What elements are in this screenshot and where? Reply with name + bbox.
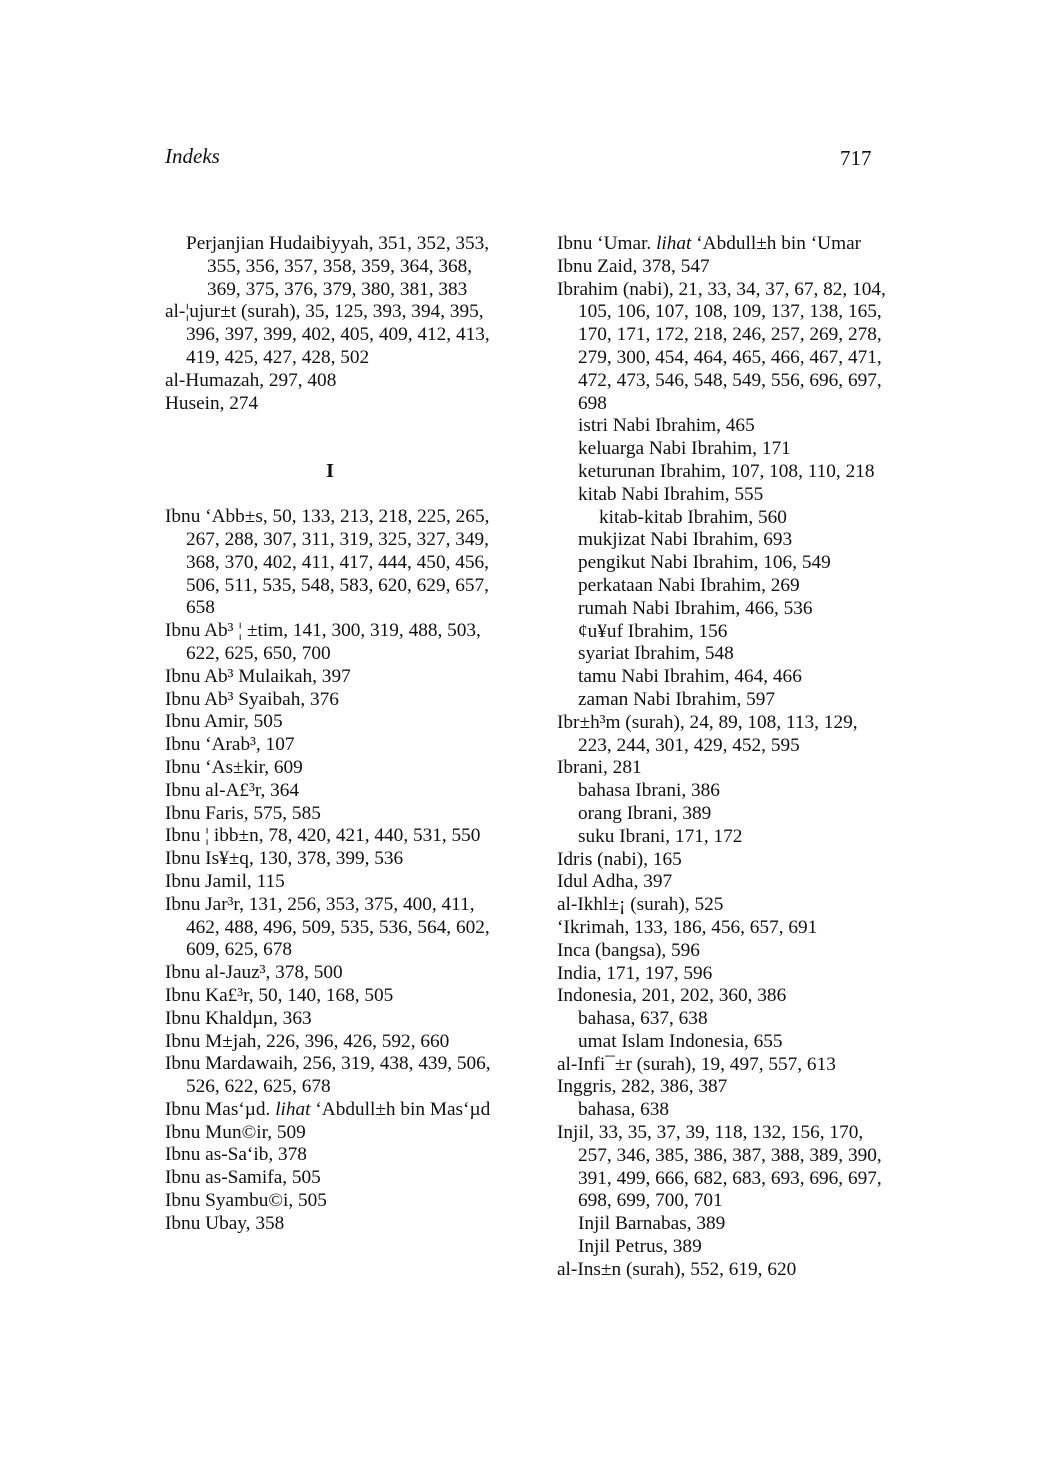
index-entry: Ibnu Jar³r, 131, 256, 353, 375, 400, 411, 462, 488, 496, 509, 535, 536, 564, 602, 609, 625, 678 bbox=[165, 893, 490, 961]
index-entry: Ibnu Zaid, 378, 547 bbox=[557, 255, 710, 277]
page-number: 717 bbox=[840, 146, 872, 170]
cross-reference-target: ‘Abdull±h bin Mas‘µd bbox=[310, 1098, 491, 1120]
section-letter: I bbox=[326, 460, 334, 483]
running-title: Indeks bbox=[165, 144, 220, 168]
index-entry: Ibnu Syambu©i, 505 bbox=[165, 1190, 327, 1212]
index-entry: Ibrani, 281 bbox=[557, 757, 642, 779]
index-entry: al-Ikhl±¡ (surah), 525 bbox=[557, 894, 724, 916]
index-subentry: istri Nabi Ibrahim, 465 bbox=[578, 415, 755, 437]
index-entry bbox=[557, 233, 887, 256]
left-entries-main bbox=[165, 506, 495, 1236]
index-entry: Ibnu ‘Arab³, 107 bbox=[165, 734, 295, 756]
index-subentry: mukjizat Nabi Ibrahim, 693 bbox=[578, 529, 793, 551]
index-entry bbox=[165, 1099, 495, 1122]
index-subentry: keluarga Nabi Ibrahim, 171 bbox=[578, 438, 791, 460]
index-entry: Ibnu M±jah, 226, 396, 426, 592, 660 bbox=[165, 1030, 450, 1052]
index-subentry: Injil Petrus, 389 bbox=[578, 1236, 702, 1258]
index-entry: al-Humazah, 297, 408 bbox=[165, 369, 337, 391]
cross-reference-marker: lihat bbox=[275, 1098, 311, 1120]
entry-term: Ibnu Mas‘µd. bbox=[165, 1098, 276, 1120]
index-entry: Ibnu al-A£³r, 364 bbox=[165, 779, 300, 801]
index-entry: Indonesia, 201, 202, 360, 386 bbox=[557, 985, 787, 1007]
index-subentry: orang Ibrani, 389 bbox=[578, 802, 712, 824]
index-entry: Ibnu Ab³ ¦ ±tim, 141, 300, 319, 488, 503, 622, 625, 650, 700 bbox=[165, 620, 481, 664]
index-entry: Husein, 274 bbox=[165, 392, 259, 414]
left-entries-top bbox=[165, 233, 495, 415]
index-entry: Inca (bangsa), 596 bbox=[557, 939, 700, 961]
right-column bbox=[557, 233, 887, 1282]
index-entry: Idris (nabi), 165 bbox=[557, 848, 682, 870]
index-entry: Ibnu Ka£³r, 50, 140, 168, 505 bbox=[165, 984, 394, 1006]
index-subentry: kitab Nabi Ibrahim, 555 bbox=[578, 483, 764, 505]
index-subentry: bahasa Ibrani, 386 bbox=[578, 780, 720, 802]
index-entry: Ibnu Mardawaih, 256, 319, 438, 439, 506, 526, 622, 625, 678 bbox=[165, 1053, 491, 1098]
index-subentry: perkataan Nabi Ibrahim, 269 bbox=[578, 574, 800, 596]
index-entry: Injil, 33, 35, 37, 39, 118, 132, 156, 170, 257, 346, 385, 386, 387, 388, 389, 390, 391, 499, 666, 682, 683, 693, 696, 697, 698, 699, 700, 701 bbox=[557, 1122, 882, 1212]
index-subentry: pengikut Nabi Ibrahim, 106, 549 bbox=[578, 552, 831, 574]
index-subentry: bahasa, 637, 638 bbox=[578, 1008, 708, 1030]
index-entry: Ibnu as-Samifa, 505 bbox=[165, 1167, 321, 1189]
index-entry: Ibnu ¦ ibb±n, 78, 420, 421, 440, 531, 550 bbox=[165, 825, 481, 847]
index-entry: Ibnu ‘Abb±s, 50, 133, 213, 218, 225, 265, 267, 288, 307, 311, 319, 325, 327, 349, 368, 370, 402, 411, 417, 444, 450, 456, 506, 511, 535, 548, 583, 620, 629, 657, 658 bbox=[165, 506, 490, 619]
index-subentry: Perjanjian Hudaibiyyah, 351, 352, 353, 355, 356, 357, 358, 359, 364, 368, 369, 375, 376, 379, 380, 381, 383 bbox=[186, 233, 490, 300]
index-entry: Ibnu Amir, 505 bbox=[165, 711, 283, 733]
index-subentry: Injil Barnabas, 389 bbox=[578, 1213, 726, 1235]
index-subentry: ¢u¥uf Ibrahim, 156 bbox=[578, 620, 728, 642]
index-entry: al-¦ujur±t (surah), 35, 125, 393, 394, 395, 396, 397, 399, 402, 405, 409, 412, 413, 419, 425, 427, 428, 502 bbox=[165, 301, 490, 368]
index-entry: Ibnu Mun©ir, 509 bbox=[165, 1121, 306, 1143]
index-entry: Ibnu Jamil, 115 bbox=[165, 870, 285, 892]
cross-reference-target: ‘Abdull±h bin ‘Umar bbox=[691, 233, 862, 254]
index-subentry: keturunan Ibrahim, 107, 108, 110, 218 bbox=[578, 460, 875, 482]
index-entry: ‘Ikrimah, 133, 186, 456, 657, 691 bbox=[557, 916, 818, 938]
index-entry: Ibrahim (nabi), 21, 33, 34, 37, 67, 82, 104, 105, 106, 107, 108, 109, 137, 138, 165, 170, 171, 172, 218, 246, 257, 269, 278, 279, 300, 454, 464, 465, 466, 467, 471, 472, 473, 546, 548, 549, 556, 696, 697, 698 bbox=[557, 278, 886, 414]
index-entry: Ibnu Is¥±q, 130, 378, 399, 536 bbox=[165, 848, 404, 870]
index-entry: Idul Adha, 397 bbox=[557, 871, 673, 893]
index-entry: Ibnu as-Sa‘ib, 378 bbox=[165, 1144, 307, 1166]
index-entry: Inggris, 282, 386, 387 bbox=[557, 1076, 728, 1098]
index-subentry: rumah Nabi Ibrahim, 466, 536 bbox=[578, 597, 813, 619]
index-entry: al-Infi¯±r (surah), 19, 497, 557, 613 bbox=[557, 1053, 836, 1075]
index-entry: al-Ins±n (surah), 552, 619, 620 bbox=[557, 1258, 797, 1280]
cross-reference-marker: lihat bbox=[656, 233, 692, 254]
index-entry: Ibnu al-Jauz³, 378, 500 bbox=[165, 962, 343, 984]
index-entry: Ibnu Ab³ Syaibah, 376 bbox=[165, 688, 339, 710]
index-subentry: kitab-kitab Ibrahim, 560 bbox=[599, 506, 787, 528]
index-subentry: tamu Nabi Ibrahim, 464, 466 bbox=[578, 666, 802, 688]
index-entry: India, 171, 197, 596 bbox=[557, 962, 713, 984]
index-entry: Ibnu Ab³ Mulaikah, 397 bbox=[165, 665, 351, 687]
index-subentry: suku Ibrani, 171, 172 bbox=[578, 825, 743, 847]
entry-term: Ibnu ‘Umar. bbox=[557, 233, 657, 254]
index-subentry: bahasa, 638 bbox=[578, 1099, 670, 1121]
index-entry: Ibr±h³m (surah), 24, 89, 108, 113, 129, 223, 244, 301, 429, 452, 595 bbox=[557, 711, 858, 756]
index-entry: Ibnu Faris, 575, 585 bbox=[165, 802, 321, 824]
index-subentry: zaman Nabi Ibrahim, 597 bbox=[578, 688, 776, 710]
index-subentry: umat Islam Indonesia, 655 bbox=[578, 1030, 783, 1052]
index-entry: Ibnu Ubay, 358 bbox=[165, 1212, 285, 1234]
index-subentry: syariat Ibrahim, 548 bbox=[578, 643, 734, 665]
index-entry: Ibnu ‘As±kir, 609 bbox=[165, 756, 303, 778]
left-column bbox=[165, 233, 495, 1236]
index-entry: Ibnu Khaldµn, 363 bbox=[165, 1007, 312, 1029]
